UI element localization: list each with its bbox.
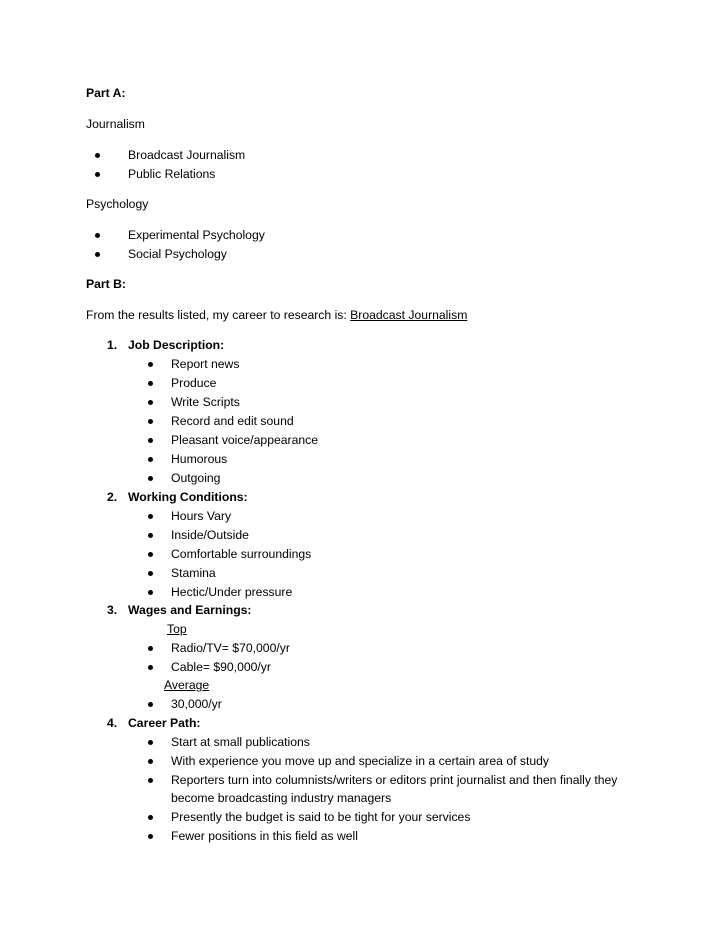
list-item: Inside/Outside (171, 528, 249, 542)
bullet-icon (95, 233, 100, 238)
section-number: 3. (107, 603, 118, 617)
bullet-icon (95, 252, 100, 257)
wages-average-label: Average (164, 678, 210, 692)
list-item: Social Psychology (128, 247, 227, 261)
list-item: Stamina (171, 566, 216, 580)
list-item: Start at small publications (171, 735, 310, 749)
list-item: Public Relations (128, 167, 216, 181)
section-title-working-conditions: Working Conditions: (128, 490, 248, 504)
bullet-icon (148, 759, 153, 764)
list-item: Outgoing (171, 471, 221, 485)
section-number: 4. (107, 716, 118, 730)
part-a-heading: Part A: (86, 86, 126, 100)
section-title-career-path: Career Path: (128, 716, 201, 730)
bullet-icon (148, 419, 153, 424)
bullet-icon (148, 438, 153, 443)
list-item: Record and edit sound (171, 414, 294, 428)
list-item: Write Scripts (171, 395, 240, 409)
list-item: Cable= $90,000/yr (171, 660, 271, 674)
list-item: With experience you move up and specialize in a certain area of study (171, 754, 550, 768)
bullet-icon (148, 457, 153, 462)
bullet-icon (148, 571, 153, 576)
list-item: Humorous (171, 452, 228, 466)
bullet-icon (148, 381, 153, 386)
category-journalism: Journalism (86, 117, 145, 131)
bullet-icon (148, 665, 153, 670)
list-item: Pleasant voice/appearance (171, 433, 319, 447)
bullet-icon (148, 834, 153, 839)
list-item-continuation: become broadcasting industry managers (171, 791, 392, 805)
section-title-wages: Wages and Earnings: (128, 603, 252, 617)
bullet-icon (148, 740, 153, 745)
career-choice: Broadcast Journalism (350, 308, 468, 322)
list-item: Experimental Psychology (128, 228, 265, 242)
list-item: Hours Vary (171, 509, 232, 523)
list-item: Hectic/Under pressure (171, 585, 293, 599)
bullet-icon (148, 514, 153, 519)
bullet-icon (148, 400, 153, 405)
career-intro (86, 308, 467, 322)
list-item: Broadcast Journalism (128, 148, 246, 162)
bullet-icon (95, 153, 100, 158)
bullet-icon (148, 646, 153, 651)
list-item: 30,000/yr (171, 697, 222, 711)
career-intro-text: From the results listed, my career to research is: (86, 308, 351, 322)
list-item: Produce (171, 376, 217, 390)
list-item: Radio/TV= $70,000/yr (171, 641, 290, 655)
section-number: 2. (107, 490, 118, 504)
list-item: Reporters turn into columnists/writers or editors print journalist and then finally they (171, 773, 618, 787)
section-title-job-description: Job Description: (128, 338, 225, 352)
bullet-icon (148, 552, 153, 557)
bullet-icon (148, 533, 153, 538)
bullet-icon (148, 362, 153, 367)
bullet-icon (148, 476, 153, 481)
list-item: Comfortable surroundings (171, 547, 312, 561)
list-item: Fewer positions in this field as well (171, 829, 358, 843)
wages-top-label: Top (167, 622, 187, 636)
section-number: 1. (107, 338, 118, 352)
list-item: Presently the budget is said to be tight for your services (171, 810, 471, 824)
category-psychology: Psychology (86, 197, 149, 211)
bullet-icon (148, 778, 153, 783)
list-item: Report news (171, 357, 240, 371)
part-b-heading: Part B: (86, 277, 126, 291)
bullet-icon (95, 172, 100, 177)
bullet-icon (148, 590, 153, 595)
bullet-icon (148, 702, 153, 707)
bullet-icon (148, 815, 153, 820)
